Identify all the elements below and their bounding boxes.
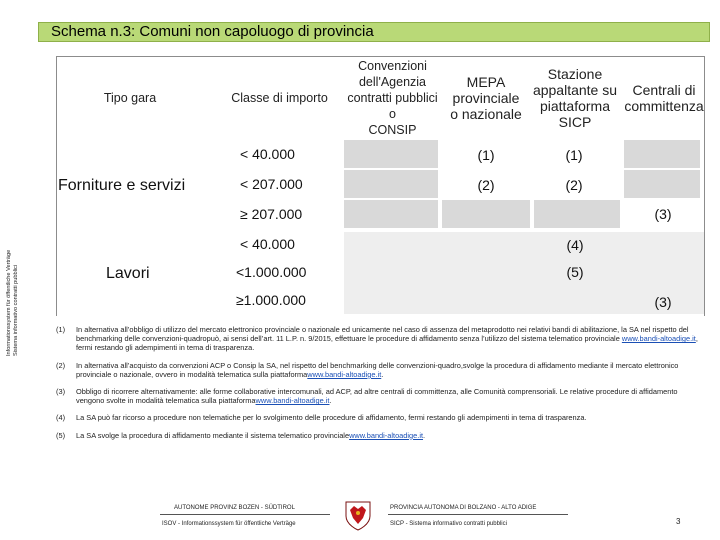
cell-centrali-row-3: (3) [654, 206, 672, 222]
header-centrali-line-1: Centrali di [632, 82, 696, 98]
header-convenzioni-line-3: contratti pubblici [347, 91, 438, 105]
footnote-link[interactable]: www.bandi-altoadige.it [255, 396, 330, 406]
cell-stazione-row-3 [534, 200, 620, 228]
footnote-after: , fermi restando gli adempimenti in tema di trasparenza. [76, 334, 698, 353]
cell-span-row-4: (4) [566, 237, 584, 253]
footnote-text: Obbligo di ricorrere alternativamente: alle forme collaborative intercomunali, ad ACP, ad altre centrali di committenza, alle Comunità comprensoriali. Le relative procedure di affidamento vengono svolte in modalità telematica sulla piattaforma [76, 387, 678, 406]
footer-left-bottom: ISOV - Informationssystem für öffentliche Verträge [162, 521, 296, 527]
cell-centrali-row-1 [624, 140, 700, 168]
header-stazione-line-4: SICP [558, 114, 592, 130]
classe-row-4: < 40.000 [240, 236, 295, 252]
footnote [56, 387, 706, 405]
footnote-link[interactable]: www.bandi-altoadige.it [621, 334, 696, 344]
header-stazione-line-3: piattaforma [539, 98, 611, 114]
footnote [56, 431, 706, 440]
footnote [56, 413, 706, 422]
footer-right-rule [388, 514, 568, 515]
footnote [56, 325, 706, 353]
classe-row-2: < 207.000 [240, 176, 303, 192]
footer-right-bottom: SICP - Sistema informativo contratti pubblici [390, 521, 507, 527]
group-forniture-servizi: Forniture e servizi [58, 177, 186, 194]
footnote-after: . [381, 369, 384, 379]
footer-left-rule [160, 514, 330, 515]
classe-row-3: ≥ 207.000 [240, 206, 303, 222]
header-tipo-gara-label: Tipo gara [103, 91, 157, 105]
header-classe-importo-label: Classe di importo [231, 91, 328, 105]
footnote-number: (4) [56, 413, 66, 423]
cell-convenzioni-row-3 [344, 200, 438, 228]
header-convenzioni-line-2: dell'Agenzia [358, 75, 427, 89]
side-caption-line-2: Sistema informativo contratti pubblici [13, 264, 19, 356]
classe-row-6: ≥1.000.000 [236, 292, 306, 308]
header-convenzioni-line-5: CONSIP [368, 123, 417, 137]
cell-mepa-row-3 [442, 200, 530, 228]
header-mepa-line-2: provinciale [452, 90, 520, 106]
cell-mepa-row-1: (1) [477, 147, 495, 163]
frame-top [56, 56, 704, 57]
cell-stazione-row-1: (1) [565, 147, 583, 163]
cell-span-row-5: (5) [566, 264, 584, 280]
header-mepa-line-1: MEPA [466, 74, 506, 90]
header-stazione-line-1: Stazione [547, 66, 603, 82]
header-stazione-line-2: appaltante su [532, 82, 618, 98]
header-stazione [527, 66, 623, 130]
header-convenzioni-line-4: o [389, 107, 396, 121]
header-centrali [618, 82, 710, 114]
cell-mepa-row-2: (2) [477, 177, 495, 193]
footnote-number: (1) [56, 325, 66, 334]
footnote-text: La SA svolge la procedura di affidamento mediante il sistema telematico provinciale [76, 430, 350, 440]
slide-title: Schema n.3: Comuni non capoluogo di provincia [38, 22, 710, 42]
page-number: 3 [676, 517, 681, 526]
footnote [56, 361, 706, 379]
side-caption-line-1: Informationssystem für öffentliche Verträge [6, 249, 12, 356]
header-convenzioni-line-1: Convenzioni [358, 59, 427, 73]
footnote-after: . [329, 396, 332, 406]
footnote-number: (3) [56, 387, 66, 397]
cell-convenzioni-row-1 [344, 140, 438, 168]
header-mepa-line-3: o nazionale [450, 106, 522, 122]
footnote-text: In alternativa all’obbligo di utilizzo del mercato elettronico provinciale o nazionale ed unicamente nel caso di assenza del metaprodotto nei relativi bandi di abilitazione, la SA nel rispetto del benchmarking delle convenzioni-quadropuò, ai sensi dell’art. 11 L.P. n. 9/2015, effettuare le procedure di affidamento senza l’utilizzo del sistema telematico provinciale [76, 325, 689, 344]
classe-row-5: <1.000.000 [236, 264, 307, 280]
footer-left-top: AUTONOME PROVINZ BOZEN - SÜDTIROL [174, 505, 295, 511]
footnote-number: (5) [56, 430, 66, 440]
header-classe-importo [222, 90, 337, 106]
header-tipo-gara [70, 90, 190, 106]
group-lavori: Lavori [106, 265, 150, 282]
footnote-link[interactable]: www.bandi-altoadige.it [349, 430, 424, 440]
footer-right-top: PROVINCIA AUTONOMA DI BOLZANO - ALTO ADIGE [390, 505, 537, 511]
footnote-link[interactable]: www.bandi-altoadige.it [307, 369, 382, 379]
header-mepa [440, 74, 532, 122]
side-caption [6, 216, 20, 356]
classe-row-1: < 40.000 [240, 146, 295, 162]
footnote-after: . [423, 430, 426, 440]
footnote-text: In alternativa all’acquisto da convenzioni ACP o Consip la SA, nel rispetto del benchmarking delle convenzioni-quadro,svolge la procedura di affidamento mediante il mercato elettronico provinciale o nazionale, ovvero in modalità telematica sulla piattaforma [76, 360, 679, 379]
footnote-text: La SA può far ricorso a procedure non telematiche per lo svolgimento delle procedure di affidamento, fermi restando gli adempimenti in tema di trasparenza. [76, 413, 587, 423]
header-convenzioni [340, 58, 445, 138]
footnotes [56, 325, 706, 448]
cell-span-row-6: (3) [654, 294, 672, 310]
frame-left [56, 56, 57, 316]
cell-convenzioni-row-2 [344, 170, 438, 198]
coat-of-arms-icon [344, 500, 372, 532]
footnote-number: (2) [56, 360, 66, 370]
cell-centrali-row-2 [624, 170, 700, 198]
header-centrali-line-2: committenza [624, 98, 704, 114]
cell-stazione-row-2: (2) [565, 177, 583, 193]
